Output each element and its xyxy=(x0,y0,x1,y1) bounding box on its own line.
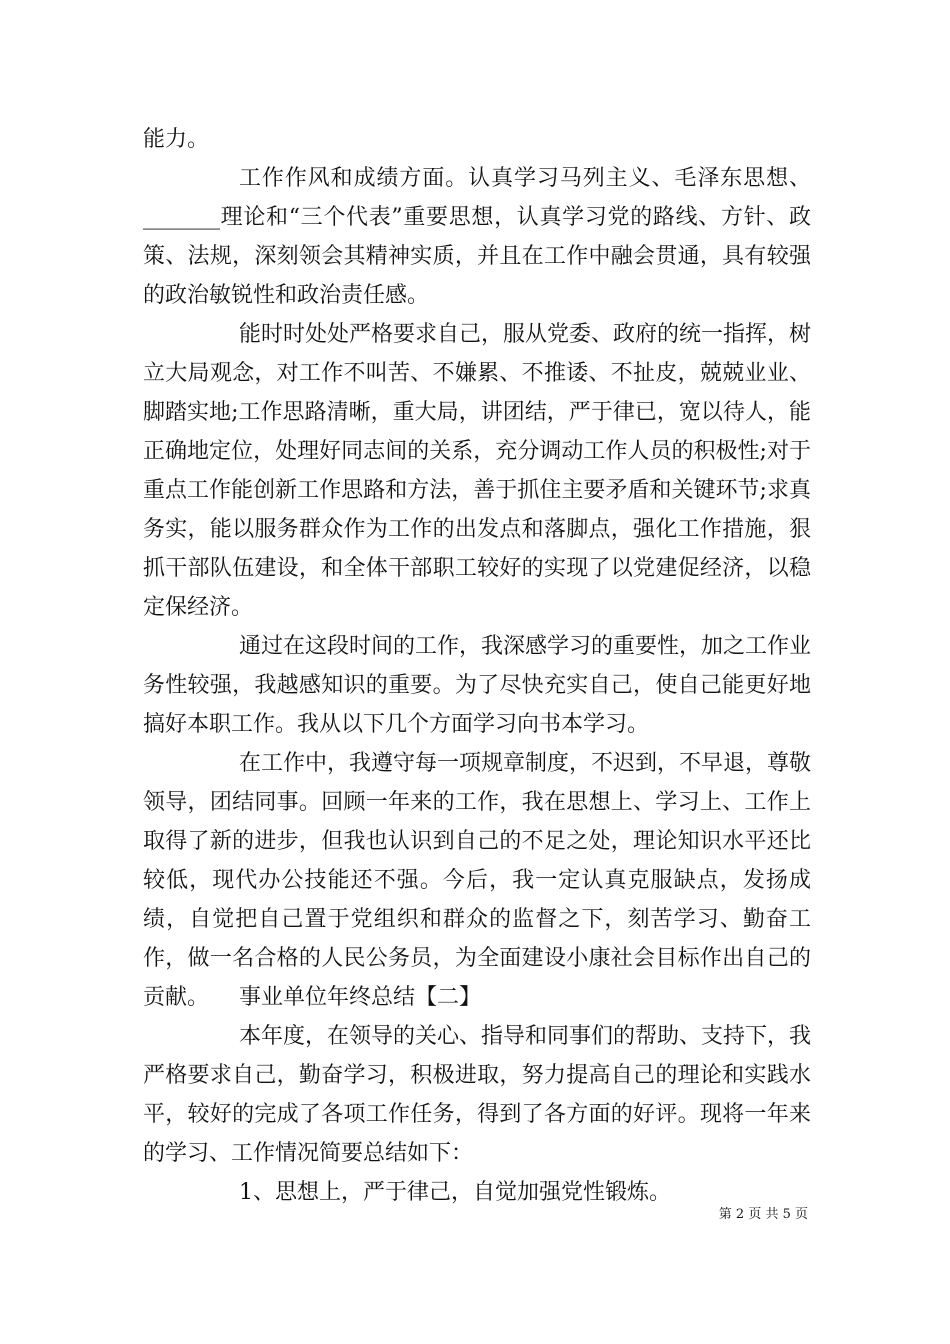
paragraph-1: 能力。 xyxy=(143,127,210,152)
paragraph-5: 在工作中，我遵守每一项规章制度，不迟到，不早退，尊敬领导，团结同事。回顾一年来的工作，我在思想上、学习上、工作上取得了新的进步，但我也认识到自己的不足之处，理论知识水平还比较低，现代办公技能还不强。今后，我一定认真克服缺点，发扬成绩，自觉把自己置于党组织和群众的监督之下，刻苦学习、勤奋工作，做一名合格的人民公务员，为全面建设小康社会目标作出自己的贡献。 xyxy=(143,751,812,1010)
paragraph-6: 本年度，在领导的关心、指导和同事们的帮助、支持下，我严格要求自己，勤奋学习，积极进取，努力提高自己的理论和实践水平，较好的完成了各项工作任务，得到了各方面的好评。现将一年来的学习、工作情况简要总结如下： xyxy=(143,1024,812,1166)
paragraph-2: 工作作风和成绩方面。认真学习马列主义、毛泽东思想、_______理论和“三个代表”重要思想，认真学习党的路线、方针、政策、法规，深刻领会其精神实质，并且在工作中融会贯通，具有较强的政治敏锐性和政治责任感。 xyxy=(143,166,811,308)
section-heading: 事业单位年终总结【二】 xyxy=(239,985,482,1010)
page-number-footer: 第 2 页 共 5 页 xyxy=(718,1207,808,1222)
paragraph-4: 通过在这段时间的工作，我深感学习的重要性，加之工作业务性较强，我越感知识的重要。为了尽快充实自己，使自己能更好地搞好本职工作。我从以下几个方面学习向书本学习。 xyxy=(143,634,812,737)
paragraph-3: 能时时处处严格要求自己，服从党委、政府的统一指挥，树立大局观念，对工作不叫苦、不嫌累、不推诿、不扯皮，兢兢业业、脚踏实地;工作思路清晰，重大局，讲团结，严于律已，宽以待人，能正确地定位，处理好同志间的关系，充分调动工作人员的积极性;对于重点工作能创新工作思路和方法，善于抓住主要矛盾和关键环节;求真务实，能以服务群众作为工作的出发点和落脚点，强化工作措施，狠抓干部队伍建设，和全体干部职工较好的实现了以党建促经济，以稳定保经济。 xyxy=(143,322,812,620)
paragraph-7: 1、思想上，严于律己，自觉加强党性锻炼。 xyxy=(239,1180,671,1205)
